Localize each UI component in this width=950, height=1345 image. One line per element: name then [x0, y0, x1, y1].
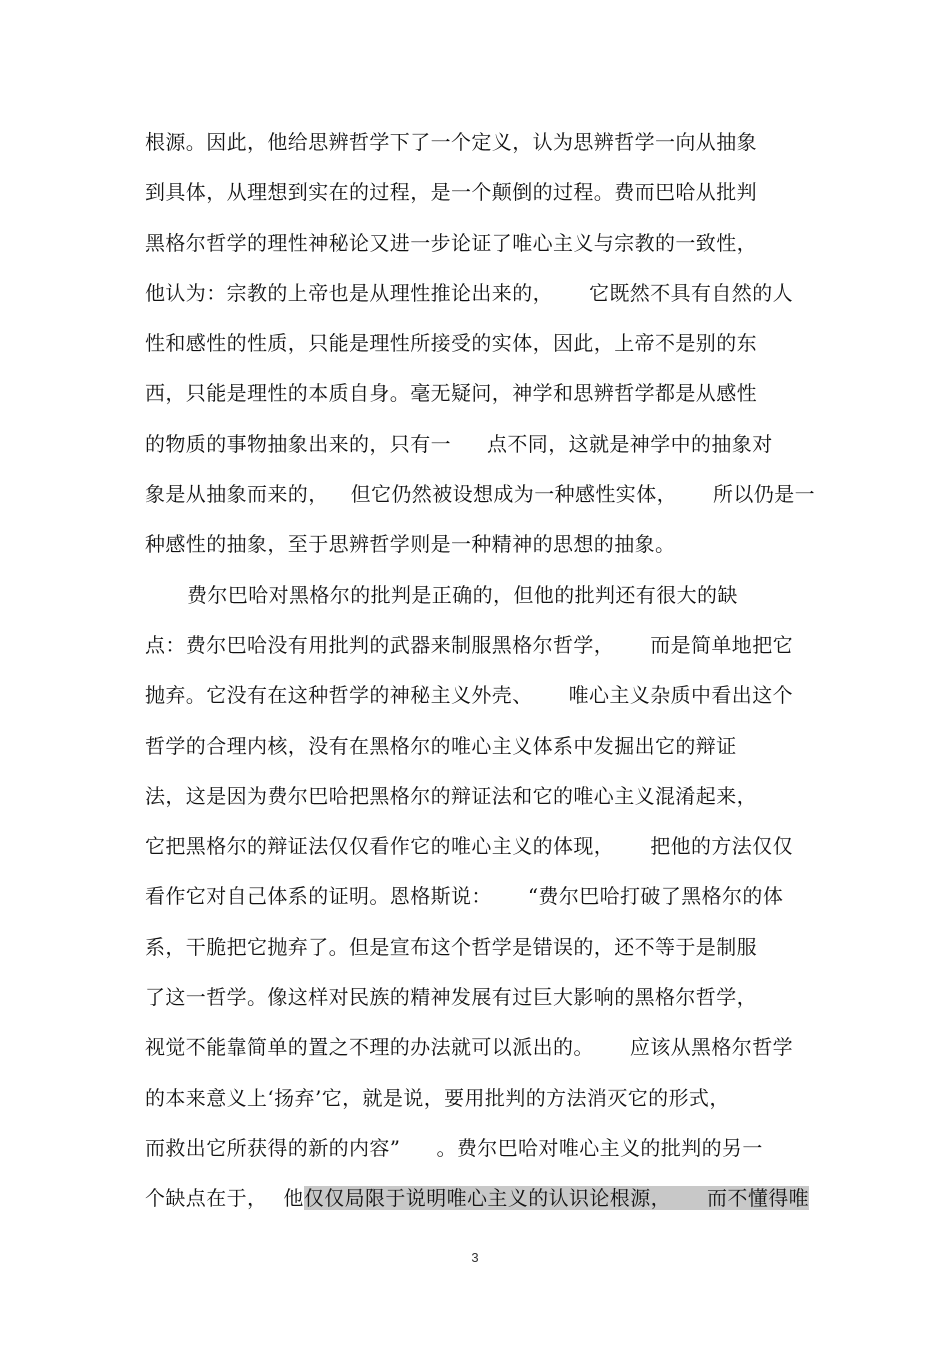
- text-segment: “费尔巴哈打破了黑格尔的体: [527, 884, 784, 909]
- text-line-highlighted: [145, 1178, 815, 1228]
- text-line: [145, 1027, 815, 1077]
- text-segment: 他: [283, 1186, 304, 1211]
- paragraph-2: [145, 575, 815, 1229]
- text-line: 种感性的抽象，至于思辨哲学则是一种精神的思想的抽象。: [145, 532, 676, 557]
- text-line: 西，只能是理性的本质自身。毫无疑问，神学和思辨哲学都是从感性: [145, 381, 757, 406]
- text-segment: 而不懂得唯: [707, 1186, 810, 1211]
- text-line: 哲学的合理内核，没有在黑格尔的唯心主义体系中发掘出它的辩证: [145, 733, 737, 758]
- text-line: 根源。因此，他给思辨哲学下了一个定义，认为思辨哲学一向从抽象: [145, 130, 757, 154]
- text-segment: 仅仅局限于说明唯心主义的认识论根源，: [303, 1186, 672, 1211]
- text-line: 了这一哲学。像这样对民族的精神发展有过巨大影响的黑格尔哲学，: [145, 985, 757, 1010]
- paragraph-1: [145, 122, 815, 575]
- text-segment: 他认为：宗教的上帝也是从理性推论出来的，: [145, 280, 553, 305]
- text-line: [145, 474, 815, 524]
- text-segment: 抛弃。它没有在这种哲学的神秘主义外壳、: [145, 683, 533, 708]
- text-line: 到具体，从理想到实在的过程，是一个颠倒的过程。费而巴哈从批判: [145, 180, 757, 205]
- page-number: 3: [471, 1250, 479, 1265]
- text-line: [145, 876, 815, 926]
- text-segment: 视觉不能靠简单的置之不理的办法就可以派出的。: [145, 1035, 594, 1060]
- highlighted-text[interactable]: [304, 1186, 809, 1210]
- text-segment: 点：费尔巴哈没有用批判的武器来制服黑格尔哲学，: [145, 632, 615, 657]
- text-line: [145, 675, 815, 725]
- text-segment: 但它仍然被设想成为一种感性实体，: [350, 482, 678, 507]
- text-segment: 唯心主义杂质中看出这个: [568, 683, 794, 708]
- text-segment: 它既然不具有自然的人: [589, 280, 793, 305]
- text-line: [145, 424, 815, 474]
- text-segment: 点不同，这就是神学中的抽象对: [487, 431, 773, 456]
- text-line: 费尔巴哈对黑格尔的批判是正确的，但他的批判还有很大的缺: [187, 582, 738, 607]
- text-segment: 应该从黑格尔哲学: [629, 1035, 794, 1060]
- text-segment: 把他的方法仅仅: [650, 834, 794, 859]
- text-line: [145, 273, 815, 323]
- text-line: [145, 826, 815, 876]
- text-line: [145, 1128, 815, 1178]
- text-segment: 。费尔巴哈对唯心主义的批判的另一: [436, 1135, 763, 1160]
- text-line: 黑格尔哲学的理性神秘论又进一步论证了唯心主义与宗教的一致性，: [145, 230, 757, 255]
- text-segment: 它把黑格尔的辩证法仅仅看作它的唯心主义的体现，: [145, 834, 615, 859]
- text-line: [145, 625, 815, 675]
- text-segment: 而是简单地把它: [650, 632, 794, 657]
- text-line: 性和感性的性质，只能是理性所接受的实体，因此，上帝不是别的东: [145, 331, 757, 356]
- text-segment: 象是从抽象而来的，: [145, 482, 329, 507]
- text-segment: 的物质的事物抽象出来的，只有一: [145, 431, 451, 456]
- text-segment: 而救出它所获得的新的内容”: [145, 1135, 401, 1160]
- text-segment: 个缺点在于，: [145, 1186, 268, 1211]
- text-line: 法，这是因为费尔巴哈把黑格尔的辩证法和它的唯心主义混淆起来，: [145, 783, 757, 808]
- text-line: 的本来意义上‘扬弃’它，就是说，要用批判的方法消灭它的形式，: [145, 1085, 730, 1110]
- body-text: [145, 122, 815, 1229]
- text-line: 系，干脆把它抛弃了。但是宣布这个哲学是错误的，还不等于是制服: [145, 934, 757, 959]
- text-segment: 看作它对自己体系的证明。恩格斯说：: [145, 884, 492, 909]
- text-segment: 所以仍是一: [713, 482, 816, 507]
